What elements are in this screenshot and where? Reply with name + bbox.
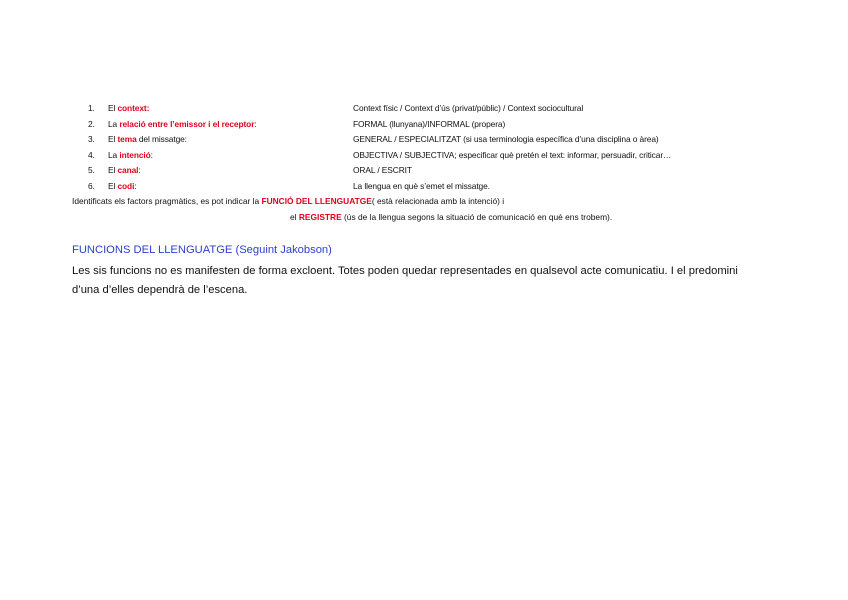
factors-list	[88, 101, 788, 195]
list-item	[88, 132, 788, 148]
item-description: ORAL / ESCRIT	[353, 165, 412, 176]
summary-text: Identificats els factors pragmàtics, es pot indicar la	[72, 196, 262, 206]
term-suffix: :	[254, 118, 257, 129]
term-suffix: del missatge:	[136, 134, 187, 145]
term-highlight: relació entre l’emissor i el receptor	[119, 118, 255, 129]
term-highlight: codi	[117, 180, 135, 191]
term-highlight: tema	[117, 134, 137, 145]
item-term	[108, 117, 257, 133]
summary-highlight-register: REGISTRE	[298, 212, 342, 222]
term-highlight: context:	[117, 103, 150, 113]
term-prefix: La	[108, 118, 120, 129]
term-suffix: :	[150, 149, 153, 160]
item-description: FORMAL (llunyana)/INFORMAL (propera)	[353, 118, 506, 129]
summary-text: (ús de la llengua segons la situació de comunicació en què ens trobem).	[341, 212, 613, 222]
item-term	[108, 179, 137, 195]
item-term	[108, 132, 187, 148]
item-term	[108, 148, 153, 164]
item-number: 2.	[88, 118, 95, 129]
item-number: 4.	[88, 149, 95, 160]
summary-line-register	[290, 211, 612, 223]
item-number: 1.	[88, 103, 95, 113]
item-number: 5.	[88, 165, 95, 176]
summary-text: el	[290, 212, 299, 222]
list-item	[88, 148, 788, 164]
term-highlight: intenció	[119, 149, 151, 160]
term-prefix: El	[108, 103, 118, 113]
term-prefix: El	[108, 134, 118, 145]
term-suffix: :	[134, 180, 137, 191]
summary-highlight-function: FUNCIÓ DEL LLENGUATGE	[261, 196, 372, 206]
item-number: 3.	[88, 134, 95, 145]
summary-text: ( està relacionada amb la intenció) i	[371, 196, 505, 206]
item-description: La llengua en què s’emet el missatge.	[353, 180, 490, 191]
term-suffix: :	[138, 165, 141, 176]
term-highlight: canal	[117, 165, 139, 176]
item-number: 6.	[88, 180, 95, 191]
item-description: GENERAL / ESPECIALITZAT (si usa terminologia específica d’una disciplina o àrea)	[353, 134, 659, 145]
item-term	[108, 101, 149, 117]
list-item	[88, 101, 788, 117]
term-prefix: La	[108, 149, 120, 160]
item-description: OBJECTIVA / SUBJECTIVA; especificar què pretén el text: informar, persuadir, criticar…	[353, 149, 672, 160]
list-item	[88, 163, 788, 179]
term-prefix: El	[108, 180, 118, 191]
term-prefix: El	[108, 165, 118, 176]
item-description: Context físic / Context d’ús (privat/públic) / Context sociocultural	[353, 103, 584, 113]
list-item	[88, 117, 788, 133]
list-item	[88, 179, 788, 195]
section-heading: FUNCIONS DEL LLENGUATGE (Seguint Jakobson)	[72, 244, 332, 256]
summary-line-function	[72, 195, 504, 207]
section-paragraph: Les sis funcions no es manifesten de forma excloent. Totes poden quedar representades en qualsevol acte comunicatiu. I el predomini d’una d’elles dependrà de l’escena.	[72, 265, 738, 296]
item-term	[108, 163, 141, 179]
